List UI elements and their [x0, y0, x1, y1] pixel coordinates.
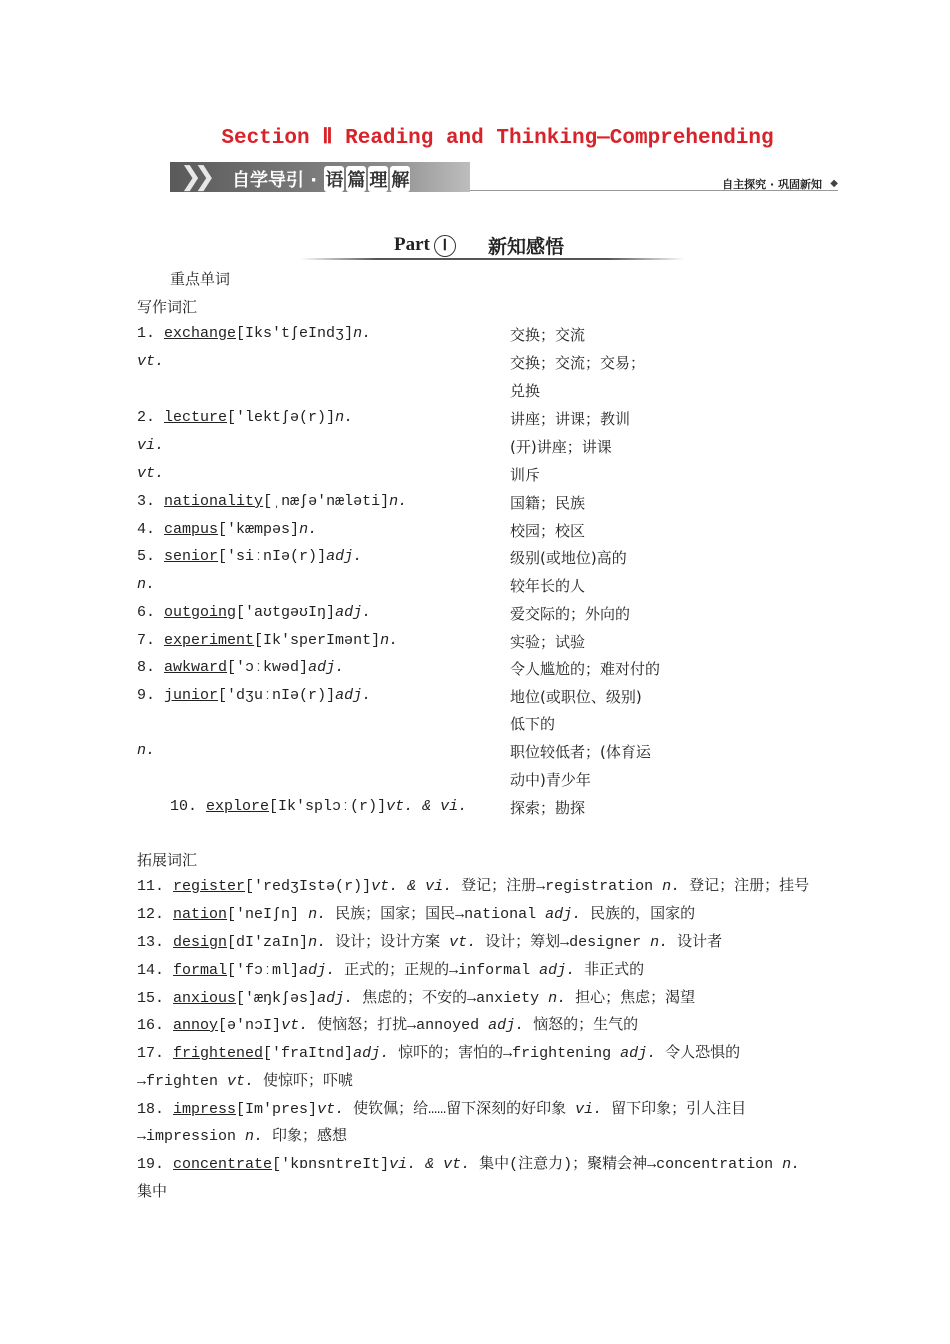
- word-entry: [137, 686, 371, 706]
- word-meaning: 较年长的人: [510, 577, 586, 595]
- headword: formal: [173, 962, 228, 979]
- entry-number: 5.: [137, 548, 156, 565]
- word-meaning: 探索；勘探: [510, 799, 586, 817]
- entry-number: 12.: [137, 906, 165, 923]
- phonetic: ['ɔːkwəd]: [227, 659, 309, 676]
- double-chevron-icon: ❯❯: [180, 162, 208, 192]
- entry-number: 13.: [137, 934, 165, 951]
- part-of-speech: n.: [380, 632, 399, 649]
- word-entry: [137, 492, 407, 512]
- entry-number: 15.: [137, 990, 165, 1007]
- part-title: 新知感悟: [488, 236, 565, 258]
- phonetic: ['dʒuːnIə(r)]: [218, 687, 336, 704]
- word-meaning: 实验；试验: [510, 633, 586, 651]
- word-entry: [137, 408, 353, 428]
- entry-text: 民族的，国家的: [581, 906, 696, 923]
- phonetic: ['fɔːml]: [227, 962, 300, 979]
- entry-text: 惊吓的；害怕的→frightening: [389, 1045, 621, 1062]
- entry-number: 3.: [137, 493, 156, 510]
- headword: nation: [173, 906, 228, 923]
- part-of-speech: adj.: [335, 687, 372, 704]
- word-entry: [137, 520, 317, 540]
- entry-text: 使惊吓；吓唬: [254, 1073, 354, 1090]
- entry-text: 民族；国家；国民→national: [326, 906, 546, 923]
- word-meaning: 低下的: [510, 715, 556, 733]
- word-entry: [137, 1072, 353, 1092]
- entry-number: 1.: [137, 325, 156, 342]
- entry-text: 担心；焦虑；渴望: [566, 990, 696, 1007]
- part-of-speech: n.: [650, 934, 669, 951]
- word-entry: [137, 1183, 167, 1203]
- banner-char: 理: [368, 166, 388, 192]
- word-entry: [137, 933, 722, 953]
- part-of-speech: n.: [137, 742, 156, 759]
- part-of-speech: vt.: [449, 934, 477, 951]
- part-of-speech: adj.: [353, 1045, 390, 1062]
- headword: concentrate: [173, 1156, 273, 1173]
- banner-dot: ·: [310, 170, 318, 191]
- headword: anxious: [173, 990, 237, 1007]
- entry-number: 9.: [137, 687, 156, 704]
- phonetic: ['redʒIstə(r)]: [245, 878, 372, 895]
- part-of-speech: n.: [308, 906, 327, 923]
- part-of-speech: adj.: [545, 906, 582, 923]
- part-of-speech: vt.: [137, 465, 165, 482]
- part-of-speech: vt.: [137, 353, 165, 370]
- word-meaning: 令人尴尬的；难对付的: [510, 660, 661, 678]
- entry-text: 恼怒的；生气的: [524, 1017, 639, 1034]
- heading-extended-words: 拓展词汇: [137, 851, 198, 869]
- word-entry: [170, 797, 467, 817]
- part-of-speech: vi. & vt.: [389, 1156, 471, 1173]
- word-entry: [137, 961, 644, 981]
- phonetic: ['neIʃn]: [227, 906, 309, 923]
- banner-title: [232, 166, 411, 192]
- word-entry: [137, 1155, 800, 1175]
- part-of-speech: adj.: [620, 1045, 657, 1062]
- word-entry: [137, 464, 164, 484]
- part-of-speech: adj.: [299, 962, 336, 979]
- phonetic: ['kæmpəs]: [218, 521, 300, 538]
- part-of-speech: n.: [137, 576, 156, 593]
- part-of-speech: n.: [548, 990, 567, 1007]
- word-meaning: 训斥: [510, 466, 541, 484]
- part-number-circle: Ⅰ: [434, 235, 456, 257]
- word-entry: [137, 989, 695, 1009]
- headword: explore: [206, 798, 270, 815]
- word-entry: [137, 1044, 740, 1064]
- phonetic: ['kɒnsntreIt]: [272, 1156, 390, 1173]
- word-entry: [137, 631, 398, 651]
- word-entry: [137, 905, 695, 925]
- word-meaning: 职位较低者；(体育运: [510, 743, 651, 761]
- word-entry: [137, 1127, 347, 1147]
- part-of-speech: adj.: [488, 1017, 525, 1034]
- banner-title-a: 自学导引: [232, 170, 304, 191]
- word-meaning: 级别(或地位)高的: [510, 549, 627, 567]
- word-meaning: 交换；交流: [510, 326, 586, 344]
- entry-number: 10.: [170, 798, 198, 815]
- entry-text: 设计；设计方案: [326, 934, 450, 951]
- entry-text: 焦虑的；不安的→anxiety: [353, 990, 549, 1007]
- headword: experiment: [164, 632, 255, 649]
- phonetic: ['aʊtgəʊIŋ]: [236, 604, 336, 621]
- word-entry: [137, 877, 809, 897]
- banner-char: 语: [324, 166, 344, 192]
- part-of-speech: vt.: [281, 1017, 309, 1034]
- part-of-speech: n.: [353, 325, 372, 342]
- entry-text: 登记；注册；挂号: [680, 878, 810, 895]
- word-entry: [137, 741, 155, 761]
- headword: frightened: [173, 1045, 264, 1062]
- part-of-speech: vt.: [317, 1101, 345, 1118]
- headword: register: [173, 878, 246, 895]
- headword: annoy: [173, 1017, 219, 1034]
- word-meaning: 动中)青少年: [510, 771, 591, 789]
- word-entry: [137, 324, 371, 344]
- headword: lecture: [164, 409, 228, 426]
- entry-text: 留下印象；引人注目: [602, 1101, 747, 1118]
- headword: campus: [164, 521, 219, 538]
- word-meaning: 爱交际的；外向的: [510, 605, 631, 623]
- phonetic: [ə'nɔI]: [218, 1017, 282, 1034]
- part-heading: [300, 230, 685, 260]
- word-entry: [137, 1016, 638, 1036]
- phonetic: [dI'zaIn]: [227, 934, 309, 951]
- entry-number: 11.: [137, 878, 165, 895]
- word-entry: [137, 658, 344, 678]
- entry-number: 14.: [137, 962, 165, 979]
- entry-number: 19.: [137, 1156, 165, 1173]
- phonetic: ['æŋkʃəs]: [236, 990, 318, 1007]
- page-title: Section Ⅱ Reading and Thinking—Comprehending: [221, 127, 774, 150]
- phonetic: [ˌnæʃə'næləti]: [263, 493, 390, 510]
- word-entry: [137, 603, 371, 623]
- entry-text: 设计；筹划→designer: [476, 934, 651, 951]
- headword: impress: [173, 1101, 237, 1118]
- headword: design: [173, 934, 228, 951]
- part-of-speech: adj.: [326, 548, 363, 565]
- word-meaning: 地位(或职位、级别): [510, 688, 642, 706]
- section-banner: [170, 160, 840, 194]
- word-meaning: 国籍；民族: [510, 494, 586, 512]
- headword: exchange: [164, 325, 237, 342]
- part-of-speech: vi.: [137, 437, 165, 454]
- headword: senior: [164, 548, 219, 565]
- phonetic: ['siːnIə(r)]: [218, 548, 327, 565]
- entry-text: 集中(注意力)；聚精会神→concentration: [470, 1156, 783, 1173]
- phonetic: [Ik'splɔː(r)]: [269, 798, 387, 815]
- entry-text: 非正式的: [575, 962, 645, 979]
- entry-text: 设计者: [668, 934, 723, 951]
- word-entry: [137, 436, 164, 456]
- banner-subtitle: 自主探究 · 巩固新知: [722, 178, 822, 191]
- part-of-speech: vt. & vi.: [371, 878, 453, 895]
- part-of-speech: vt.: [227, 1073, 255, 1090]
- word-meaning: 校园；校区: [510, 522, 586, 540]
- word-entry: [137, 575, 155, 595]
- entry-number: 4.: [137, 521, 156, 538]
- word-entry: [137, 352, 164, 372]
- entry-number: 7.: [137, 632, 156, 649]
- entry-number: 17.: [137, 1045, 165, 1062]
- entry-text: 印象；感想: [263, 1128, 348, 1145]
- part-of-speech: vi.: [575, 1101, 603, 1118]
- diamond-icon: ◆: [830, 178, 838, 189]
- headword: awkward: [164, 659, 228, 676]
- word-entry: [137, 547, 362, 567]
- part-label-text: Part: [394, 234, 430, 255]
- part-of-speech: n.: [782, 1156, 801, 1173]
- entry-continuation: →impression: [137, 1128, 246, 1145]
- part-of-speech: n.: [389, 493, 408, 510]
- phonetic: [Im'pres]: [236, 1101, 318, 1118]
- word-meaning: (开)讲座；讲课: [510, 438, 612, 456]
- headword: nationality: [164, 493, 264, 510]
- word-meaning: 交换；交流；交易；: [510, 354, 646, 372]
- entry-number: 18.: [137, 1101, 165, 1118]
- phonetic: [Ik'sperImənt]: [254, 632, 381, 649]
- phonetic: ['lektʃə(r)]: [227, 409, 336, 426]
- entry-continuation: 集中: [137, 1184, 168, 1201]
- banner-char: 解: [390, 166, 410, 192]
- part-of-speech: vt. & vi.: [386, 798, 468, 815]
- entry-number: 16.: [137, 1017, 165, 1034]
- part-of-speech: adj.: [317, 990, 354, 1007]
- headword: junior: [164, 687, 219, 704]
- part-underline: [300, 258, 685, 260]
- entry-number: 2.: [137, 409, 156, 426]
- word-meaning: 兑换: [510, 382, 541, 400]
- entry-text: 正式的；正规的→informal: [335, 962, 540, 979]
- banner-char: 篇: [346, 166, 366, 192]
- part-of-speech: n.: [245, 1128, 264, 1145]
- entry-text: 登记；注册→registration: [452, 878, 663, 895]
- heading-writing-words: 写作词汇: [137, 298, 198, 316]
- phonetic: [Iks'tʃeIndʒ]: [236, 325, 354, 342]
- part-label: [394, 234, 456, 257]
- entry-text: 令人恐惧的: [656, 1045, 741, 1062]
- entry-text: 使恼怒；打扰→annoyed: [308, 1017, 489, 1034]
- part-of-speech: n.: [662, 878, 681, 895]
- part-of-speech: n.: [299, 521, 318, 538]
- phonetic: ['fraItnd]: [263, 1045, 354, 1062]
- word-meaning: 讲座；讲课；教训: [510, 410, 631, 428]
- entry-continuation: →frighten: [137, 1073, 228, 1090]
- heading-key-words: 重点单词: [170, 270, 231, 288]
- entry-number: 8.: [137, 659, 156, 676]
- word-entry: [137, 1100, 746, 1120]
- part-of-speech: adj.: [335, 604, 372, 621]
- part-of-speech: n.: [308, 934, 327, 951]
- part-of-speech: n.: [335, 409, 354, 426]
- part-of-speech: adj.: [539, 962, 576, 979]
- entry-text: 使钦佩；给……留下深刻的好印象: [344, 1101, 576, 1118]
- entry-number: 6.: [137, 604, 156, 621]
- headword: outgoing: [164, 604, 237, 621]
- part-of-speech: adj.: [308, 659, 345, 676]
